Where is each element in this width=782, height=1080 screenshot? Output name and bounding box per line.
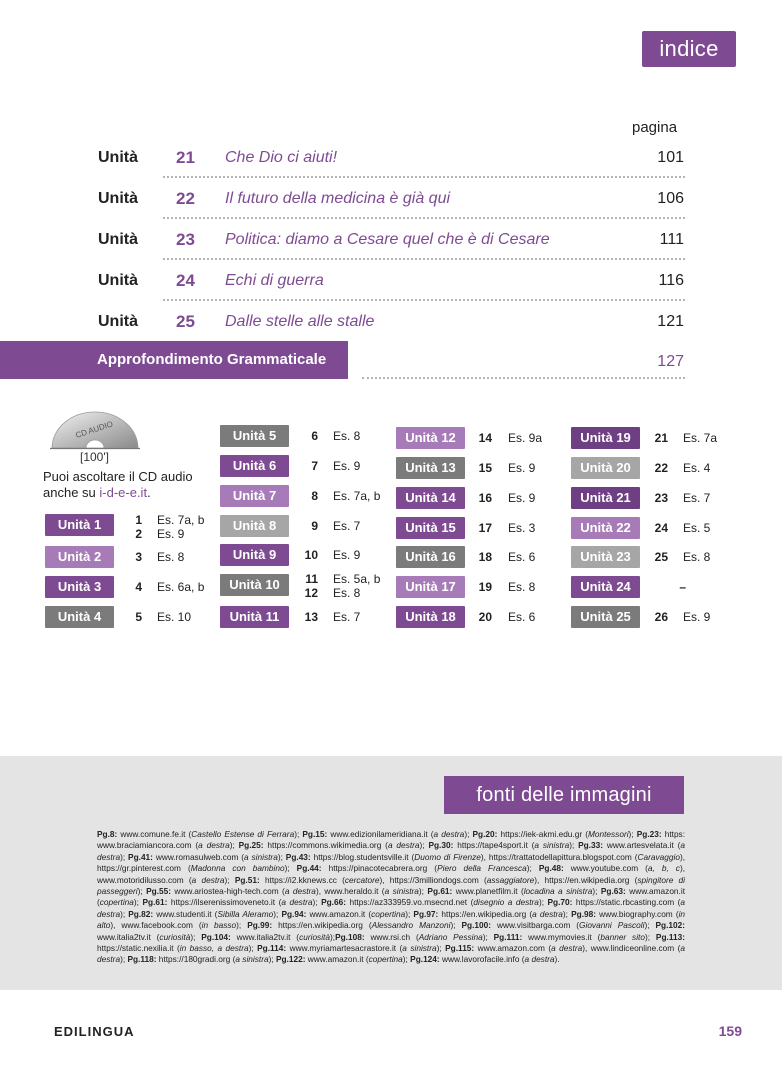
exercise-ref: Es. 5a, b [333, 572, 381, 586]
exercise-ref: Es. 8 [333, 586, 361, 600]
track-number: 20 [478, 610, 492, 624]
toc-row[interactable] [0, 223, 782, 264]
toc-dotted-leader [362, 377, 685, 379]
track-number: 11 [305, 572, 318, 586]
exercise-ref: Es. 8 [333, 429, 361, 443]
pagina-column-label: pagina [632, 119, 678, 136]
exercise-ref: Es. 8 [683, 550, 711, 564]
track-number: 15 [478, 461, 492, 475]
toc-page-number: 116 [658, 272, 684, 289]
unit-badge: Unità 23 [571, 546, 640, 568]
unit-badge: Unità 7 [220, 485, 289, 507]
publisher-logo: EDILINGUA [54, 1024, 135, 1039]
toc-dotted-leader [163, 299, 685, 301]
unit-badge: Unità 14 [396, 487, 465, 509]
unit-badge: Unità 9 [220, 544, 289, 566]
toc-unit-number: 24 [176, 271, 195, 290]
exercise-ref: Es. 9a [508, 431, 543, 445]
unit-badge: Unità 1 [45, 514, 114, 536]
track-dash: – [679, 580, 686, 594]
unit-badge: Unità 15 [396, 517, 465, 539]
track-number: 2 [135, 527, 142, 541]
exercise-ref: Es. 9 [508, 491, 536, 505]
track-number: 24 [654, 521, 668, 535]
track-number: 23 [654, 491, 668, 505]
track-number: 7 [311, 459, 318, 473]
toc-unit-label: Unità [98, 149, 138, 166]
exercise-ref: Es. 10 [157, 610, 192, 624]
exercise-ref: Es. 4 [683, 461, 711, 475]
exercise-ref: Es. 9 [683, 610, 711, 624]
toc-dotted-leader [163, 176, 685, 178]
track-number: 16 [478, 491, 492, 505]
unit-badge: Unità 16 [396, 546, 465, 568]
track-number: 3 [135, 550, 142, 564]
exercise-ref: Es. 7 [683, 491, 711, 505]
approfondimento-page-number: 127 [657, 353, 684, 370]
image-credits-title: fonti delle immagini [444, 776, 684, 814]
track-number: 4 [135, 580, 142, 594]
toc-row[interactable] [0, 141, 782, 182]
toc-page-number: 111 [659, 231, 684, 248]
cd-text-line1: Puoi ascoltare il CD audio [43, 469, 193, 484]
unit-badge: Unità 19 [571, 427, 640, 449]
toc-unit-number: 22 [176, 189, 195, 208]
exercise-ref: Es. 7a [683, 431, 718, 445]
toc-unit-label: Unità [98, 313, 138, 330]
unit-badge: Unità 2 [45, 546, 114, 568]
exercise-ref: Es. 9 [333, 459, 361, 473]
toc-unit-title: Echi di guerra [225, 272, 324, 289]
unit-badge: Unità 5 [220, 425, 289, 447]
track-number: 21 [654, 431, 668, 445]
exercise-ref: Es. 9 [333, 548, 361, 562]
unit-badge: Unità 22 [571, 517, 640, 539]
page-number: 159 [718, 1023, 742, 1039]
toc-unit-title: Che Dio ci aiuti! [225, 149, 338, 166]
toc-page-number: 101 [657, 149, 684, 166]
exercise-ref: Es. 9 [157, 527, 185, 541]
toc-unit-number: 21 [176, 148, 195, 167]
unit-badge: Unità 25 [571, 606, 640, 628]
exercise-ref: Es. 7a, b [333, 489, 381, 503]
cd-duration: [100'] [80, 450, 109, 464]
exercise-ref: Es. 6a, b [157, 580, 205, 594]
track-number: 25 [654, 550, 668, 564]
track-number: 17 [478, 521, 492, 535]
exercise-ref: Es. 7a, b [157, 513, 205, 527]
track-number: 22 [654, 461, 668, 475]
toc-page-number: 106 [657, 190, 684, 207]
track-number: 9 [311, 519, 318, 533]
toc-page-number: 121 [657, 313, 684, 330]
exercise-ref: Es. 8 [157, 550, 185, 564]
unit-badge: Unità 20 [571, 457, 640, 479]
toc-row[interactable] [0, 264, 782, 305]
track-number: 18 [478, 550, 492, 564]
unit-badge: Unità 8 [220, 515, 289, 537]
cd-text-line2-prefix: anche su [43, 485, 100, 500]
cd-text-line2-suffix: . [147, 485, 151, 500]
track-number: 5 [135, 610, 142, 624]
track-number: 6 [311, 429, 318, 443]
toc-dotted-leader [163, 258, 685, 260]
track-number: 26 [654, 610, 668, 624]
unit-badge: Unità 12 [396, 427, 465, 449]
toc-unit-number: 25 [176, 312, 195, 331]
unit-badge: Unità 3 [45, 576, 114, 598]
exercise-ref: Es. 6 [508, 610, 536, 624]
cd-description [43, 469, 218, 501]
track-number: 10 [304, 548, 318, 562]
unit-badge: Unità 21 [571, 487, 640, 509]
toc-dotted-leader [163, 217, 685, 219]
unit-badge: Unità 4 [45, 606, 114, 628]
toc-unit-title: Politica: diamo a Cesare quel che è di Cesare [225, 231, 550, 248]
exercise-ref: Es. 7 [333, 610, 361, 624]
i-d-e-e-link[interactable]: i-d-e-e.it [99, 485, 148, 500]
track-number: 19 [478, 580, 492, 594]
toc-unit-label: Unità [98, 272, 138, 289]
unit-badge: Unità 10 [220, 574, 289, 596]
unit-badge: Unità 17 [396, 576, 465, 598]
image-credits-text: Pg.8: www.comune.fe.it (Castello Estense di Ferrara); Pg.15: www.edizionilameridiana.it (a destra); Pg.20: https://iek-akmi.edu.gr (Montessori); Pg.23: https: www.braciamiancora.com (a destra); Pg.25: https://commons.wikimedia.org (a destra); Pg.30: https://tape4sport.it (a sinistra); Pg.33: www.artesvelata.it (a destra); Pg.41: www.romasulweb.com (a sinistra); Pg.43: https://blog.studentsville.it (Duomo di Firenze), https://trattatodellapittura.blogspot.com (Caravaggio), https://gr.pinterest.com (Madonna con bambino); Pg.44: https://pinacotecabrera.org (Piero della Francesca); Pg.48: www.youtube.com (a, b, c), www.motoridilusso.com (a destra); Pg.51: https://i2.kknews.cc (cercatore), https://3milliondogs.com (assaggiatore), https://en.wikipedia.org (spingitore di passeggeri); Pg.55: www.ariostea-high-tech.com (a destra), www.heraldo.it (a sinistra); Pg.61: www.planetfilm.it (locadina a sinistra); Pg.63: www.amazon.it (copertina); Pg.61: https://ilserenissimoveneto.it (a destra); Pg.66: https://az333959.vo.msecnd.net (disegnio a destra); Pg.70: https://static.rbcasting.com (a destra); Pg.82: www.studenti.it (Sibilla Aleramo); Pg.94: www.amazon.it (copertina); Pg.97: https://en.wikipedia.org (a destra); Pg.98: www.biography.com (in alto), www.facebook.com (in basso); Pg.99: https://en.wikipedia.org (Alessandro Manzoni); Pg.100: www.visitbarga.com (Giovanni Pascoli); Pg.102: www.italia2tv.it (curiosità); Pg.104: www.italia2tv.it (curiosità);Pg.108: www.rsi.ch (Adriano Pessina); Pg.111: www.mymovies.it (banner sito); Pg.113: https://static.nexilia.it (in basso, a destra); Pg.114: www.myriamartesacrastore.it (a sinistra); Pg.115: www.amazon.com (a destra), www.lindiceonline.com (a destra); Pg.118: https://180gradi.org (a sinistra); Pg.122: www.amazon.it (copertina); Pg.124: www.lavorofacile.info (a destra). [97, 829, 686, 965]
unit-badge: Unità 13 [396, 457, 465, 479]
track-number: 1 [135, 513, 142, 527]
exercise-ref: Es. 7 [333, 519, 361, 533]
track-number: 14 [478, 431, 492, 445]
exercise-ref: Es. 6 [508, 550, 536, 564]
track-number: 13 [304, 610, 318, 624]
exercise-ref: Es. 3 [508, 521, 536, 535]
approfondimento-grammaticale-link[interactable]: Approfondimento Grammaticale [0, 341, 348, 379]
toc-unit-title: Il futuro della medicina è già qui [225, 190, 451, 207]
track-number: 8 [311, 489, 318, 503]
toc-unit-title: Dalle stelle alle stalle [225, 313, 375, 330]
exercise-ref: Es. 9 [508, 461, 536, 475]
unit-badge: Unità 24 [571, 576, 640, 598]
section-title-tab: indice [642, 31, 736, 67]
cd-audio-icon [50, 410, 140, 450]
toc-unit-label: Unità [98, 190, 138, 207]
unit-badge: Unità 11 [220, 606, 289, 628]
exercise-ref: Es. 5 [683, 521, 711, 535]
track-number: 12 [304, 586, 318, 600]
cd-audio-badge: CD AUDIO [74, 419, 115, 440]
toc-row[interactable] [0, 305, 782, 346]
toc-row[interactable] [0, 182, 782, 223]
unit-badge: Unità 6 [220, 455, 289, 477]
toc-unit-number: 23 [176, 230, 195, 249]
toc-unit-label: Unità [98, 231, 138, 248]
unit-badge: Unità 18 [396, 606, 465, 628]
exercise-ref: Es. 8 [508, 580, 536, 594]
